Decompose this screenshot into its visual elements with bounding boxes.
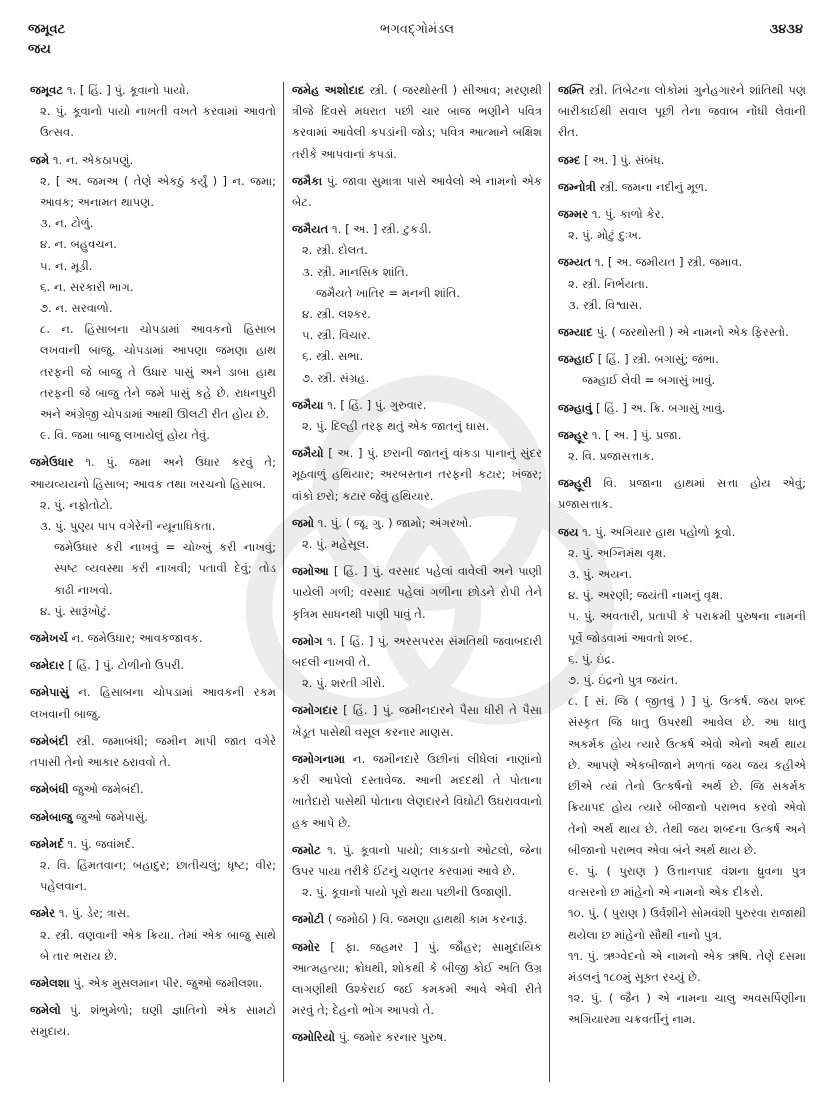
sense-text: ૮. [ સં. જિ ( જીતવું ) ] પું. ઉત્કર્ષ. જય શબ્દ સંસ્કૃત જિ ધાતુ ઉપરથી આવેલ છે. આ ધાતુ અકર્મક હોય ત્યારે ઉત્કર્ષ એવો એનો અર્થ થાય છે. આપણે એકબીજાને મળતાં જય જય કહીએ છીએ ત્યાં તેનો ઉત્કર્ષનો અર્થ છે. જિ સકર્મક ક્રિયાપદ હોય ત્યારે બીજાનો પરાભવ કરવો એવો તેનો અર્થ થાય છે. તેથી જય શબ્દના ઉત્કર્ષ અને બીજાનો પરાભવ એવા બંને અર્થ થાય છે. [568, 694, 806, 857]
headword: જમેબંદી [30, 733, 69, 748]
entry-first-line [30, 1000, 276, 1042]
column-left [30, 80, 276, 1049]
entry-first-line [30, 655, 276, 676]
sense-text: ૨. પું. મહેસૂલ. [302, 537, 370, 552]
entry-first-line [30, 150, 276, 171]
dictionary-entry [30, 903, 276, 967]
sense-text: ૭. ન. સરવાળો. [40, 301, 113, 316]
entry-first-line [30, 731, 276, 773]
entry-first-line [292, 80, 542, 165]
headword: જમેબાજુ [30, 809, 73, 824]
guideword-first: જમૂવટ [28, 22, 66, 37]
headword: જમ્તિ [558, 83, 585, 97]
guideword-last: જય [28, 42, 51, 57]
dictionary-entry [558, 398, 806, 419]
sense-text: ૪. સ્ત્રી. લશ્કર. [302, 307, 371, 322]
entry-first-line [30, 80, 276, 101]
sense-text: ૫. ન. મૂડી. [40, 258, 93, 273]
dictionary-entry [292, 631, 542, 695]
headword: જમેલો [30, 1003, 61, 1018]
sense-text: [ હિં. ] પું. વરસાદ પહેલાં વાવેલી અને પાણી પાયેલી ગળી; વરસાદ પહેલાં ગળીના છોડને રોપી તેને કૃત્રિમ સાધનથી પાણી પાવું તે. [292, 564, 542, 621]
entry-first-line [558, 322, 806, 343]
dictionary-entry [30, 80, 276, 144]
idiom-example: જમ્હાઈ લેવી = બગાસું ખાવું. [582, 373, 716, 388]
dictionary-entry [292, 1027, 542, 1048]
entry-first-line [558, 150, 806, 171]
sense-text: ૬. સ્ત્રી. સભા. [302, 349, 364, 364]
dictionary-entry [292, 749, 542, 834]
sense-text: ૧. પું. કૂવાનો પાયો; લાકડાનો ઓટલો, જેના ઉપર પાયા તરીકે ઈંટનું ચણતર કરવામાં આવે છે. [292, 842, 542, 878]
headword: જમોરિયો [292, 1030, 336, 1045]
sense-text: ૯. વિ. જમા બાજુ લખાયેલું હોય તેવું. [40, 428, 210, 443]
sense-text: ૧. [ હિં. ] પું. ગુરુવાર. [327, 397, 427, 412]
sense-text: ૬. પું. ઇંદ્ર. [568, 651, 615, 666]
sense-text: ૨. પું. નફોતોટો. [40, 497, 113, 512]
sense-text: ૭. સ્ત્રી. સંગ્રહ. [302, 370, 370, 385]
sense-text: ૬. ન. સરકારી ભાગ. [40, 279, 134, 294]
dictionary-entry [292, 513, 542, 555]
dictionary-entry [30, 655, 276, 676]
entry-first-line [292, 1027, 542, 1048]
headword: જમ્યાદ [558, 325, 593, 340]
dictionary-entry [30, 973, 276, 994]
sense-text: પું. ( જરથોસ્તી ) એ નામનો એક ફિરસ્તો. [596, 325, 789, 340]
headword: જમેહ અશોદાદ [292, 83, 365, 97]
sense-text: સ્ત્રી. જમના નદીનું મૂળ. [599, 179, 708, 194]
sense-text: ૯. પું. ( પુરાણ ) ઉત્તાનપાદ વંશના ધ્રુવના પુત્ર વત્સરનો છ માંહેનો એ નામનો એક દીકરો. [568, 863, 806, 900]
sense-text: ૨. વિ. હિંમતવાન; બહાદુર; છાતીચલું; ધૃષ્ટ; વીર; પહેલવાન. [40, 857, 276, 894]
sense-text: ૩. પું. પુણ્ય પાપ વગેરેની ન્યૂનાધિકતા. [40, 519, 216, 534]
headword: જમોટી [292, 912, 325, 927]
dictionary-entry [558, 80, 806, 144]
dictionary-entry [30, 682, 276, 724]
dictionary-entry [292, 937, 542, 1022]
sense-text: ( જમોઠી ) વિ. જમણા હાથથી કામ કરનારૂં. [327, 912, 528, 927]
dictionary-entry [558, 150, 806, 171]
dictionary-entry [30, 1000, 276, 1042]
dictionary-entry [558, 473, 806, 515]
headword: જમોગદાર [292, 703, 338, 718]
entry-first-line [30, 807, 276, 828]
sense-text: ૧. પું. કાળો કેર. [591, 207, 665, 222]
headword: જમ્હૂરી [558, 476, 592, 491]
dictionary-entry [30, 807, 276, 828]
entry-first-line [558, 177, 806, 198]
entry-first-line [30, 973, 276, 994]
sense-text: ૪. પું. સારૂંખોટું. [40, 603, 111, 618]
page-number: ૩૪૩૪ [769, 22, 803, 37]
sense-text: પું. એક મુસલમાન પીર. જુઓ જમીલશા. [73, 975, 263, 990]
dictionary-entry [558, 252, 806, 316]
column-divider [549, 82, 550, 1082]
headword: જમોગ [292, 633, 323, 648]
sense-text: ૧. [ હિં. ] પું. કૂવાનો પાયો. [66, 83, 190, 97]
sense-text: ૩. પું. અયન. [568, 567, 633, 582]
sense-text: ૧. પું. ( જૂ. ગુ. ) જામો; અંગરખો. [317, 515, 473, 530]
headword: જમોગનામા [292, 751, 346, 766]
sense-text: જુઓ જમેપાસું. [75, 809, 148, 824]
sense-text: [ અ. ] પું. છરાની જાતનું વાંકડા પાનાનું સુંદર મૂઠવાળું હથિયાર; અરબસ્તાન તરફની કટાર; ખંજર; વાંકો છરો; કટાર જેવું હથિયાર. [292, 446, 543, 503]
sense-text: ૧. પું. ડેર; ત્રાસ. [58, 906, 130, 921]
dictionary-entry [292, 219, 542, 389]
entry-first-line [30, 682, 276, 724]
entry-first-line [292, 219, 542, 240]
sense-text: [ ફા. જહમર ] પું. જૌહર; સામુદાયિક આત્મહત્યા; ક્રોધથી, શોકથી કે બીજી કોઈ અતિ ઉગ્ર લાગણીથી ઉશ્કેરાઈ જઈ કમકમી આવે એવી રીતે મરવું તે; દેહનો ભોગ આપવો તે. [292, 939, 542, 1018]
headword: જમ્હૂર [558, 427, 589, 442]
sense-text: ૧. પું. જમા અને ઉધાર કરવું તે; આયવ્યયનો હિસાબ; આવક તથા ખરચનો હિસાબ. [30, 455, 277, 491]
dictionary-entry [30, 628, 276, 649]
headword: જમૈયો [292, 446, 324, 461]
sense-text: ૧. [ અ. ] સ્ત્રી. ટુકડી. [332, 222, 432, 237]
headword: જમોઆ [292, 564, 329, 579]
sense-text: સ્ત્રી. જમાબંધી; જમીન માપી જાત વગેરે તપાસી તેનો આકાર ઠરાવવો તે. [30, 733, 277, 770]
entry-first-line [558, 473, 806, 515]
entry-first-line [558, 349, 806, 370]
sense-text: ન. હિસાબના ચોપડામાં આવકની રકમ લખવાની બાજુ. [30, 685, 276, 721]
dictionary-entry [292, 561, 542, 625]
headword: જમૈયત [292, 222, 329, 237]
entry-first-line [558, 80, 806, 144]
entry-first-line [292, 171, 542, 213]
headword: જમેદાર [30, 658, 65, 673]
headword: જમે [30, 152, 50, 167]
sense-text: ૨. પું. શરતી ગીરો. [302, 676, 386, 691]
dictionary-entry [558, 425, 806, 467]
entry-first-line [558, 398, 806, 419]
sense-text: ૨. સ્ત્રી. નિર્ભયતા. [568, 276, 649, 291]
sense-text: [ હિં. ] પું. ટોળીનો ઉપરી. [68, 658, 185, 673]
sense-text: [ હિં. ] અ. ક્રિ. બગાસું ખાવું. [595, 400, 726, 415]
sense-text: ૨. પું. દિલ્હી તરફ થતું એક જાતનું ઘાસ. [302, 419, 490, 434]
idiom-example: જમૈયતે ખાતિર = મનની શાંતિ. [316, 285, 461, 300]
sense-text: ૨. પું. મોટું દુઃખ. [568, 228, 642, 243]
sense-text: ૨. [ અ. જમઅ ( તેણે એકઠું કર્યું ) ] ન. જમા; આવક; અનામત થાપણ. [40, 173, 276, 210]
dictionary-entry [292, 909, 542, 930]
headword: જમ્મર [558, 207, 589, 222]
headword: જમ્હાઈ [558, 352, 594, 367]
entry-first-line [292, 840, 542, 882]
sense-text: જુઓ જમેબંદી. [72, 782, 144, 797]
idiom-example: જમેઉધાર કરી નાખવું = ચોખ્ખું કરી નાખવું; સ્પષ્ટ વ્યવસ્થા કરી નાખવી; પતાવી દેવું; તોડ કાઢી નાખવો. [54, 540, 276, 597]
entry-first-line [292, 937, 542, 1022]
dictionary-entry [558, 522, 806, 1031]
entry-first-line [558, 252, 806, 273]
entry-first-line [292, 395, 542, 416]
headword: જમેખર્ચ [30, 631, 68, 646]
sense-text: ૨. સ્ત્રી. દોલત. [302, 243, 368, 258]
dictionary-entry [292, 395, 542, 437]
sense-text: ૪. ન. બહુવચન. [40, 237, 117, 252]
sense-text: વિ. પ્રજાના હાથમાં સત્તા હોય એવું; પ્રજાસત્તાક. [558, 476, 806, 512]
headword: જમૈકા [292, 173, 323, 188]
dictionary-entry [292, 171, 542, 213]
sense-text: ૮. ન. હિસાબના ચોપડામાં આવકનો હિસાબ લખવાની બાજુ. ચોપડામાં આપણા જમણા હાથ તરફની જે બાજુ તે ઉધાર પાસું અને ડાબા હાથ તરફની જે બાજુ તેને જમે પાસું કહે છે. રાધનપુરી અને અંગ્રેજી ચોપડામાં આથી ઊલટી રીત હોય છે. [40, 322, 276, 422]
entry-first-line [558, 522, 806, 543]
column-divider [283, 82, 284, 1082]
sense-text: ૫. પું. અવતારી, પ્રતાપી કે પરાક્રમી પુરુષના નામની પૂર્વે જોડવામાં આવતો શબ્દ. [568, 609, 806, 645]
entry-first-line [30, 834, 276, 855]
headword: જમ્હાવું [558, 400, 593, 415]
headword: જમેમર્દ [30, 836, 64, 851]
sense-text: ૨. વિ. પ્રજાસત્તાક. [568, 449, 655, 464]
dictionary-entry [558, 204, 806, 246]
sense-text: ૨. પું. કૂવાનો પાયો નાખતી વખતે કરવામાં આવતો ઉત્સવ. [40, 104, 276, 140]
entry-first-line [292, 631, 542, 673]
sense-text: ૨. સ્ત્રી. વણવાની એક ક્રિયા. તેમાં એક બાજુ સાથે બે તાર ભરાય છે. [40, 927, 276, 963]
sense-text: ૩. સ્ત્રી. માનસિક શાંતિ. [302, 264, 409, 279]
sense-text: [ હિં. ] સ્ત્રી. બગાસું; જંભા. [597, 352, 719, 367]
sense-text: સ્ત્રી. તિબેટના લોકોમાં ગુનેહગારને શાંતિથી પણ બારીકાઈથી સવાલ પૂછી તેના જવાબ નોંધી લેવાની રીત. [558, 83, 806, 140]
sense-text: પું. જાવા સુમાત્રા પાસે આવેલો એ નામનો એક બેટ. [292, 173, 542, 210]
entry-first-line [292, 513, 542, 534]
column-right [558, 80, 806, 1037]
dictionary-entry [292, 80, 542, 165]
sense-text: [ અ. ] પું. સંબંધ. [584, 152, 665, 167]
headword: જમોર [292, 939, 321, 954]
dictionary-entry [30, 452, 276, 622]
headword: જમ્દ [558, 152, 581, 167]
entry-first-line [30, 779, 276, 800]
headword: જય [558, 524, 579, 539]
sense-text: ૩. સ્ત્રી. વિશ્વાસ. [568, 297, 643, 312]
sense-text: ૧. પું. અગિયાર હાથ પહોળો કૂવો. [582, 524, 736, 539]
sense-text: ન. જમેઉધાર; આવકજાવક. [71, 631, 203, 646]
dictionary-entry [292, 840, 542, 904]
entry-first-line [30, 628, 276, 649]
headword: જમેપાસું [30, 685, 69, 700]
entry-first-line [292, 443, 542, 507]
headword: જમૂવટ [30, 83, 64, 97]
sense-text: ૨. પું. કૂવાનો પાયો પૂરો થયા પછીની ઉજાણી. [302, 885, 512, 900]
dictionary-entry [292, 443, 542, 507]
dictionary-entry [30, 150, 276, 447]
entry-first-line [292, 700, 542, 742]
entry-first-line [30, 903, 276, 924]
entry-first-line [292, 909, 542, 930]
page-header [0, 0, 825, 60]
sense-text: પું. શંભુમેળો; ઘણી જ્ઞાતિનો એક સામટો સમુદાય. [30, 1003, 277, 1039]
sense-text: ન. જમીનદારે ઉછીનાં લીધેલાં નાણાંનો કરી આપેલો દસ્તાવેજ. આની મદદથી તે પોતાના ખાતેદારો પાસેથી પોતાના લેણદારને વિઘોટી ઉઘરાવવાનો હક આપે છે. [292, 751, 542, 830]
sense-text: ૪. પું. અરણી; જયંતી નામનું વૃક્ષ. [568, 588, 724, 603]
dictionary-entry [30, 834, 276, 898]
sense-text: પું. જમોર કરનાર પુરુષ. [338, 1030, 447, 1045]
headword: જમ્નોત્રી [558, 179, 596, 194]
dictionary-entry [30, 779, 276, 800]
sense-text: ૧. [ અ. જમીયત ] સ્ત્રી. જમાવ. [594, 255, 743, 270]
headword: જમેલશા [30, 975, 70, 990]
sense-text: ૧. પું. જવાંમર્દ. [67, 836, 135, 851]
headword: જમેઉધાર [30, 455, 74, 470]
column-middle [292, 80, 542, 1055]
headword: જમેબંધી [30, 782, 69, 797]
headword: જમૈયા [292, 397, 324, 412]
sense-text: ૧૨. પું. ( જૈન ) એ નામના ચાલુ અવસર્પિણીના અગિયારમા ચક્રવર્તીનું નામ. [568, 991, 806, 1027]
sense-text: ૧. [ હિં. ] પું. અરસપરસ સંમતિથી જવાબદારી બદલી નાખવી તે. [292, 633, 542, 670]
headword: જમો [292, 515, 315, 530]
headword: જમોટ [292, 842, 321, 857]
sense-text: ૩. ન. ટોળું. [40, 216, 94, 231]
dictionary-entry [558, 322, 806, 343]
dictionary-entry [30, 731, 276, 773]
sense-text: [ હિં. ] પું. જમીનદારને પૈસા ધીરી તે પૈસા ખેડૂત પાસેથી વસૂલ કરનાર માણસ. [292, 703, 542, 739]
entry-first-line [30, 452, 276, 494]
sense-text: ૨. પું. અગ્નિમંથ વૃક્ષ. [568, 545, 667, 560]
book-title: ભગવદ્ગોમંડલ [380, 22, 455, 37]
headword: જમેર [30, 906, 56, 921]
sense-text: ૫. સ્ત્રી. વિચાર. [302, 328, 371, 343]
sense-text: ૧. [ અ. ] પું. પ્રજા. [591, 427, 682, 442]
sense-text: ૧૧. પું. ઋગ્વેદનો એ નામનો એક ઋષિ. તેણે દસમા મંડલનું ૧૮૦મું સૂક્ત રચ્યું છે. [568, 948, 806, 984]
dictionary-entry [292, 700, 542, 742]
dictionary-entry [558, 177, 806, 198]
sense-text: સ્ત્રી. ( જરથોસ્તી ) સીઆવ; મરણથી ત્રીજે દિવસે મધરાત પછી ચાર બાજ ભણીને પવિત્ર કરવામાં આવેલી કપડાંની જોડ; પવિત્ર આત્માને બક્ષિશ તરીકે આપવાનાં કપડાં. [292, 83, 542, 161]
entry-first-line [558, 425, 806, 446]
dictionary-entry [558, 349, 806, 391]
entry-first-line [558, 204, 806, 225]
headword: જમ્યત [558, 255, 592, 270]
entry-first-line [292, 561, 542, 625]
sense-text: ૭. પું. ઇંદ્રનો પુત્ર જયંત. [568, 673, 679, 688]
entry-first-line [292, 749, 542, 834]
sense-text: ૧. ન. એકઠાપણું. [52, 152, 134, 167]
sense-text: ૧૦. પું. ( પુરાણ ) ઉર્વશીને સોમવંશી પુરુરવા રાજાથી થયેલા છ માંહેનો સૌથી નાનો પુત્ર. [568, 906, 806, 942]
